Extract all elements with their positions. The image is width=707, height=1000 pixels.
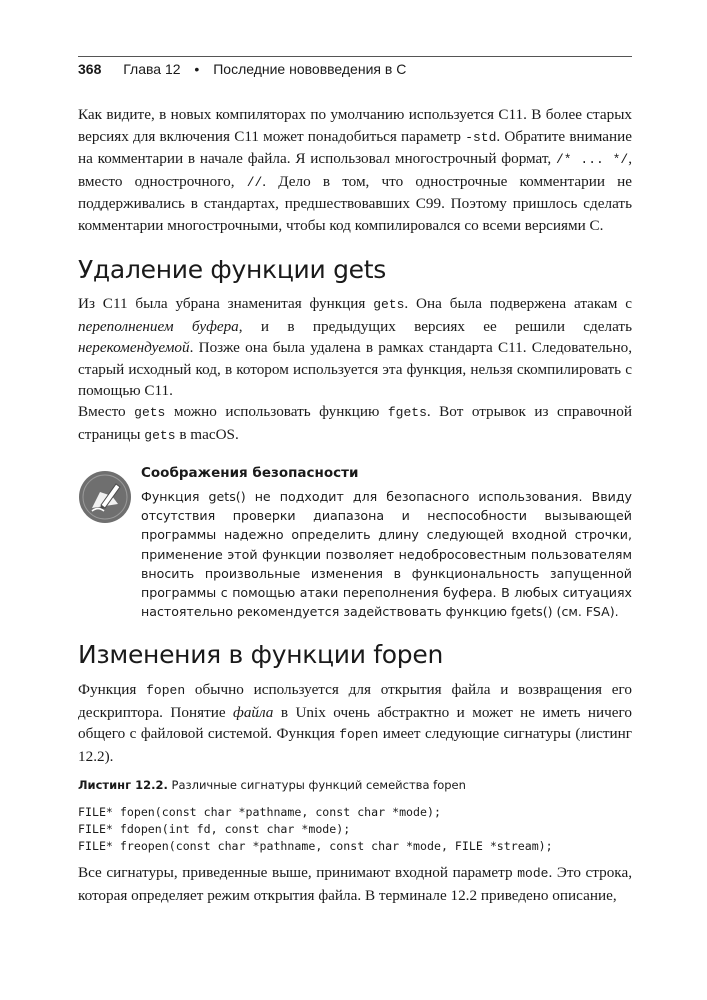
text-run: в macOS. [175, 425, 239, 443]
text-run: . Дело в том, что однострочные комментарии не поддерживались в стандартах, предшествовавших C99. Поэтому пришлось сделать комментарии многострочными, чтобы код компилировался со всеми версиями С. [78, 172, 632, 234]
text-run: обычно используется для открытия файла и возвращения его дескриптора. Понятие [78, 681, 632, 721]
text-run: Функция [78, 681, 147, 698]
code-inline: gets [144, 427, 176, 443]
text-run: Все сигнатуры, приведенные выше, принимают входной параметр [78, 864, 518, 881]
code-line: FILE* fdopen(int fd, const char *mode); [78, 821, 351, 836]
code-inline: fgets [387, 405, 427, 420]
italic-term: нерекомендуемой [78, 339, 190, 356]
text-run: . Это строка, которая определяет режим открытия файла. В терминале 12.2 приведено описание, [78, 864, 632, 904]
section-heading-fopen: Изменения в функции fopen [78, 640, 443, 669]
pen-note-icon [78, 470, 132, 524]
text-run: , и в предыдущих версиях ее решили сделать [238, 317, 632, 335]
text-run: в Unix очень абстрактно и может не иметь ничего общего с файловой системой. Функция [78, 703, 632, 742]
italic-term: файла [233, 703, 274, 721]
code-inline: // [246, 174, 263, 190]
page-number: 368 [78, 61, 102, 77]
paragraph-fgets [78, 401, 632, 446]
code-line: FILE* fopen(const char *pathname, const char *mode); [78, 805, 441, 819]
note-title: Соображения безопасности [141, 465, 359, 481]
note-body: Функция gets() не подходит для безопасного использования. Ввиду отсутствия проверки диапазона и неспособности вызывающей программы надежно определить длину следующей входной строчки, применение этой функции позволяет недобросовестным пользователям вносить произвольные изменения в функциональность запущенной программы с помощью атаки переполнения буфера. В любых ситуациях настоятельно рекомендуется задействовать функцию fgets() (см. FSA). [141, 489, 632, 620]
paragraph-c11-comments [78, 104, 632, 236]
chapter-title: Последние нововведения в С [213, 61, 407, 77]
code-line: FILE* freopen(const char *pathname, const char *mode, FILE *stream); [78, 838, 553, 853]
text-run: Как видите, в новых компиляторах по умолчанию используется C11. В более старых версиях для включения C11 может понадобиться параметр [78, 106, 632, 145]
code-listing [78, 804, 553, 854]
text-run: . Обратите внимание на комментарии в начале файла. Я использовал многострочный формат, [78, 127, 633, 167]
paragraph-gets-removed [78, 293, 632, 402]
chapter-label: Глава 12 [123, 61, 181, 77]
text-run: Из C11 была убрана знаменитая функция [78, 295, 374, 312]
text-run: имеет следующие сигнатуры (листинг 12.2). [78, 725, 632, 765]
listing-caption-text: Различные сигнатуры функций семейства fopen [167, 778, 466, 792]
text-run: . Она была подвержена атакам с [404, 295, 632, 312]
code-inline: fopen [339, 727, 379, 742]
code-inline: -std [465, 129, 497, 145]
paragraph-fopen [78, 679, 632, 767]
running-header [78, 56, 632, 80]
italic-term: переполнением буфера [78, 317, 239, 335]
code-inline: mode [517, 866, 549, 881]
text-run: . Позже она была удалена в рамках стандарта C11. Следовательно, старый исходный код, в котором используется эта функция, нельзя скомпилировать с помощью C11. [78, 339, 632, 399]
header-bullet: • [194, 61, 200, 77]
code-inline: gets [373, 297, 405, 312]
code-inline: /* ... */ [556, 152, 629, 167]
text-run: . Вот отрывок из справочной страницы [78, 403, 632, 443]
listing-label: Листинг 12.2. [78, 778, 168, 792]
code-inline: fopen [146, 683, 186, 698]
paragraph-mode [78, 862, 632, 906]
section-heading-gets: Удаление функции gets [78, 255, 386, 284]
text-run: , вместо однострочного, [78, 150, 632, 190]
code-inline: gets [134, 405, 166, 420]
text-run: Вместо [78, 403, 135, 420]
text-run: можно использовать функцию [165, 403, 388, 420]
listing-caption [78, 778, 466, 792]
